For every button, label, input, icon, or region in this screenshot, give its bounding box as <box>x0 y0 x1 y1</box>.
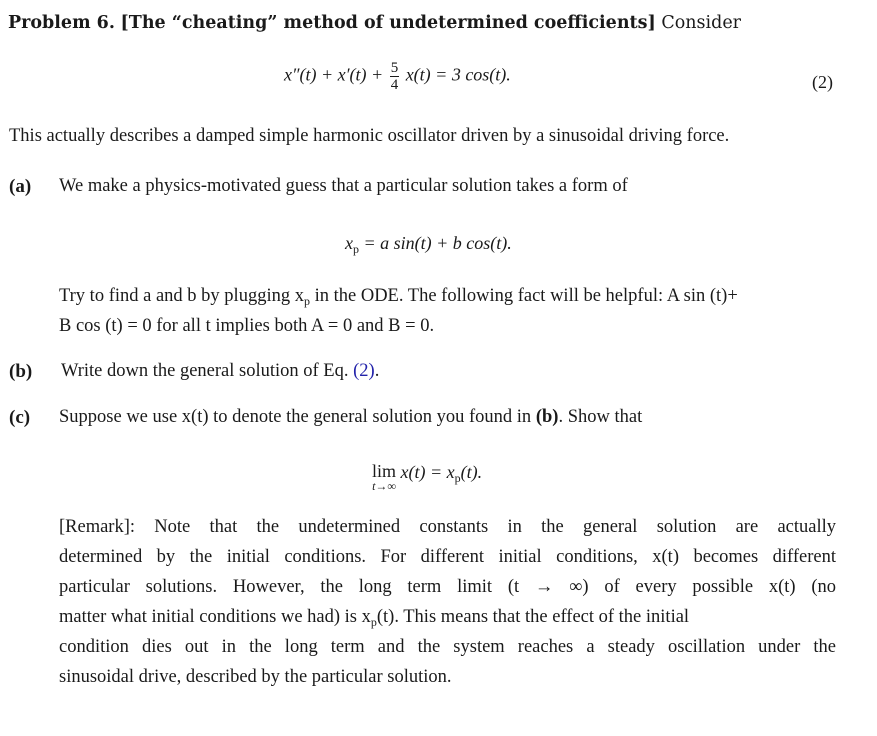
problem-title <box>8 13 741 33</box>
part-c-text <box>59 407 642 428</box>
part-c-text-after: . Show that <box>558 407 643 427</box>
remark-line-1: [Remark]: Note that the undetermined constants in the general solution are actually <box>59 517 836 537</box>
remark-line-5: condition dies out in the long term and the system reaches a steady oscillation under the <box>59 637 836 657</box>
part-a-label: (a) <box>9 176 32 197</box>
remark-line-4-subscript: p <box>370 615 377 629</box>
remark-line-4-start: matter what initial conditions we had) is x <box>59 607 371 627</box>
hint-line-1-start: Try to find a and b by plugging x <box>59 286 304 306</box>
limit-operator <box>372 462 396 492</box>
equation-2 <box>284 60 511 93</box>
limit-equation <box>372 462 482 492</box>
equation-2-label: (2) <box>812 72 833 92</box>
guess-rhs: = a sin(t) + b cos(t). <box>363 233 512 253</box>
hint-line-2: B cos (t) = 0 for all t implies both A = 0 and B = 0. <box>59 316 435 336</box>
limit-subscript: t→∞ <box>372 479 396 493</box>
equation-2-lhs-a: x″(t) + x′(t) + <box>284 64 384 85</box>
part-b-text-after: . <box>374 361 380 381</box>
part-c-bold-ref: (b) <box>535 407 559 427</box>
guess-subscript: p <box>353 242 359 256</box>
problem-number: Problem 6. <box>8 13 115 33</box>
limit-expression: x(t) = x <box>400 462 455 482</box>
fraction-denominator: 4 <box>390 77 399 93</box>
particular-guess-equation <box>345 233 512 257</box>
limit-word: lim <box>372 461 397 481</box>
part-a-text: We make a physics-motivated guess that a particular solution takes a form of <box>59 176 628 196</box>
part-b-text <box>61 361 379 382</box>
equation-2-fraction <box>390 60 400 93</box>
hint-line-1-subscript: p <box>303 294 310 308</box>
limit-p-subscript: p <box>454 471 461 485</box>
remark-line-6: sinusoidal drive, described by the particular solution. <box>59 667 452 687</box>
equation-reference-link[interactable]: (2) <box>353 361 375 381</box>
part-c-label: (c) <box>9 407 31 428</box>
guess-lhs: x <box>345 233 353 253</box>
remark-line-3: particular solutions. However, the long term limit (t → ∞) of every possible x(t) (no <box>59 577 836 597</box>
problem-topic: [The “cheating” method of undetermined coefficients] <box>120 13 656 33</box>
equation-2-lhs-b: x(t) = 3 cos(t). <box>405 64 511 85</box>
intro-paragraph: This actually describes a damped simple harmonic oscillator driven by a sinusoidal driving force. <box>9 126 730 146</box>
limit-end: (t). <box>460 462 483 482</box>
remark-line-4-rest: (t). This means that the effect of the initial <box>376 607 690 627</box>
problem-lead: Consider <box>661 13 742 33</box>
fraction-numerator: 5 <box>390 60 399 76</box>
hint-line-1-rest: in the ODE. The following fact will be helpful: A sin (t)+ <box>314 286 738 306</box>
part-b-label: (b) <box>9 361 33 382</box>
remark-line-2: determined by the initial conditions. For different initial conditions, x(t) becomes different <box>59 547 836 567</box>
remark-line-4 <box>59 607 689 630</box>
part-b-text-before: Write down the general solution of Eq. <box>61 361 349 381</box>
hint-line-1 <box>59 286 738 309</box>
part-c-text-before: Suppose we use x(t) to denote the general solution you found in <box>59 407 532 427</box>
